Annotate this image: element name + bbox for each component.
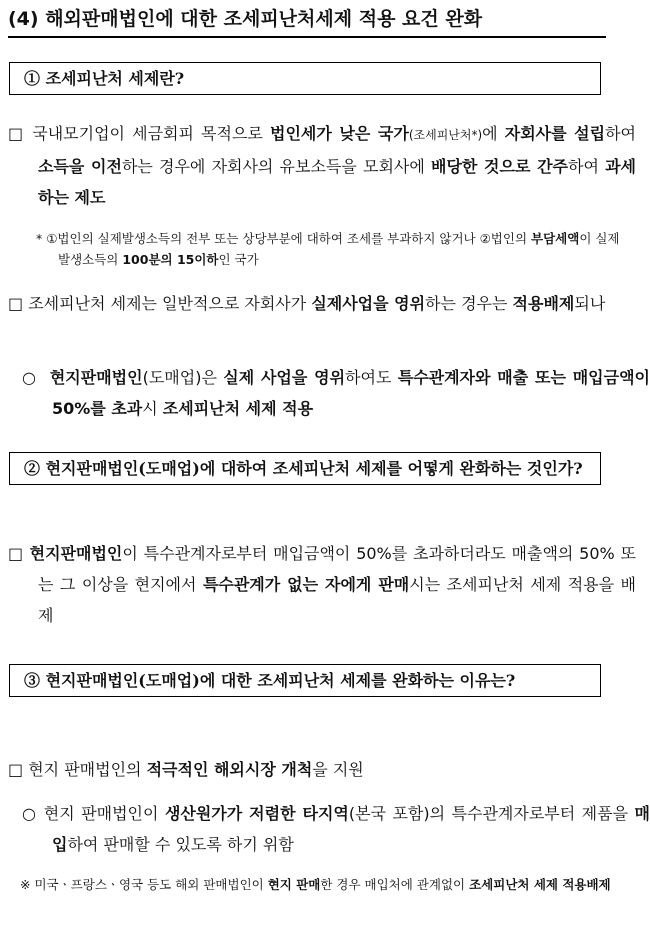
paragraph-sales-subsidiary: ○ 현지판매법인(도매업)은 실제 사업을 영위하여도 특수관계자와 매출 또는 매입금액이 50%를 초과시 조세피난처 세제 적용 <box>22 368 650 418</box>
title-underline <box>8 36 606 38</box>
page-title: (4) 해외판매법인에 대한 조세피난처세제 적용 요건 완화 <box>8 8 483 30</box>
question-box-3: ③ 현지판매법인(도매업)에 대한 조세피난처 세제를 완화하는 이유는? <box>9 664 601 697</box>
paragraph-purpose: □ 현지 판매법인의 적극적인 해외시장 개척을 지원 <box>8 760 364 779</box>
question-box-2: ② 현지판매법인(도매업)에 대하여 조세피난처 세제를 어떻게 완화하는 것인가? <box>9 452 601 485</box>
square-bullet-icon: □ <box>8 544 24 563</box>
paragraph-purpose-detail: ○ 현지 판매법인이 생산원가가 저렴한 타지역(본국 포함)의 특수관계자로부터 제품을 매입하여 판매할 수 있도록 하기 위함 <box>22 804 650 854</box>
footnote-other-countries: ※ 미국ㆍ프랑스ㆍ영국 등도 해외 판매법인이 현지 판매한 경우 매입처에 관계없이 조세피난처 세제 적용배제 <box>20 877 611 892</box>
square-bullet-icon: □ <box>8 294 24 313</box>
square-bullet-icon: □ <box>8 760 24 779</box>
square-bullet-icon: □ <box>8 124 26 143</box>
circle-bullet-icon: ○ <box>22 368 38 387</box>
asterisk-icon: * <box>36 231 43 246</box>
paragraph-exemption: □ 조세피난처 세제는 일반적으로 자회사가 실제사업을 영위하는 경우는 적용배제되나 <box>8 294 606 313</box>
question-box-1: ① 조세피난처 세제란? <box>9 62 601 95</box>
footnote-tax-haven: * ①법인의 실제발생소득의 전부 또는 상당부분에 대하여 조세를 부과하지 않거나 ②법인의 부담세액이 실제발생소득의 100분의 15이하인 국가 <box>36 231 620 267</box>
paragraph-relaxation: □ 현지판매법인이 특수관계자로부터 매입금액이 50%를 초과하더라도 매출액의 50% 또는 그 이상을 현지에서 특수관계가 없는 자에게 판매시는 조세피난처 세제 적용을 배제 <box>8 544 636 625</box>
circle-bullet-icon: ○ <box>22 804 38 823</box>
paragraph-definition: □ 국내모기업이 세금회피 목적으로 법인세가 낮은 국가(조세피난처*)에 자회사를 설립하여 소득을 이전하는 경우에 자회사의 유보소득을 모회사에 배당한 것으로 간주하여 과세하는 제도 <box>8 124 637 207</box>
reference-mark-icon: ※ <box>20 877 31 892</box>
